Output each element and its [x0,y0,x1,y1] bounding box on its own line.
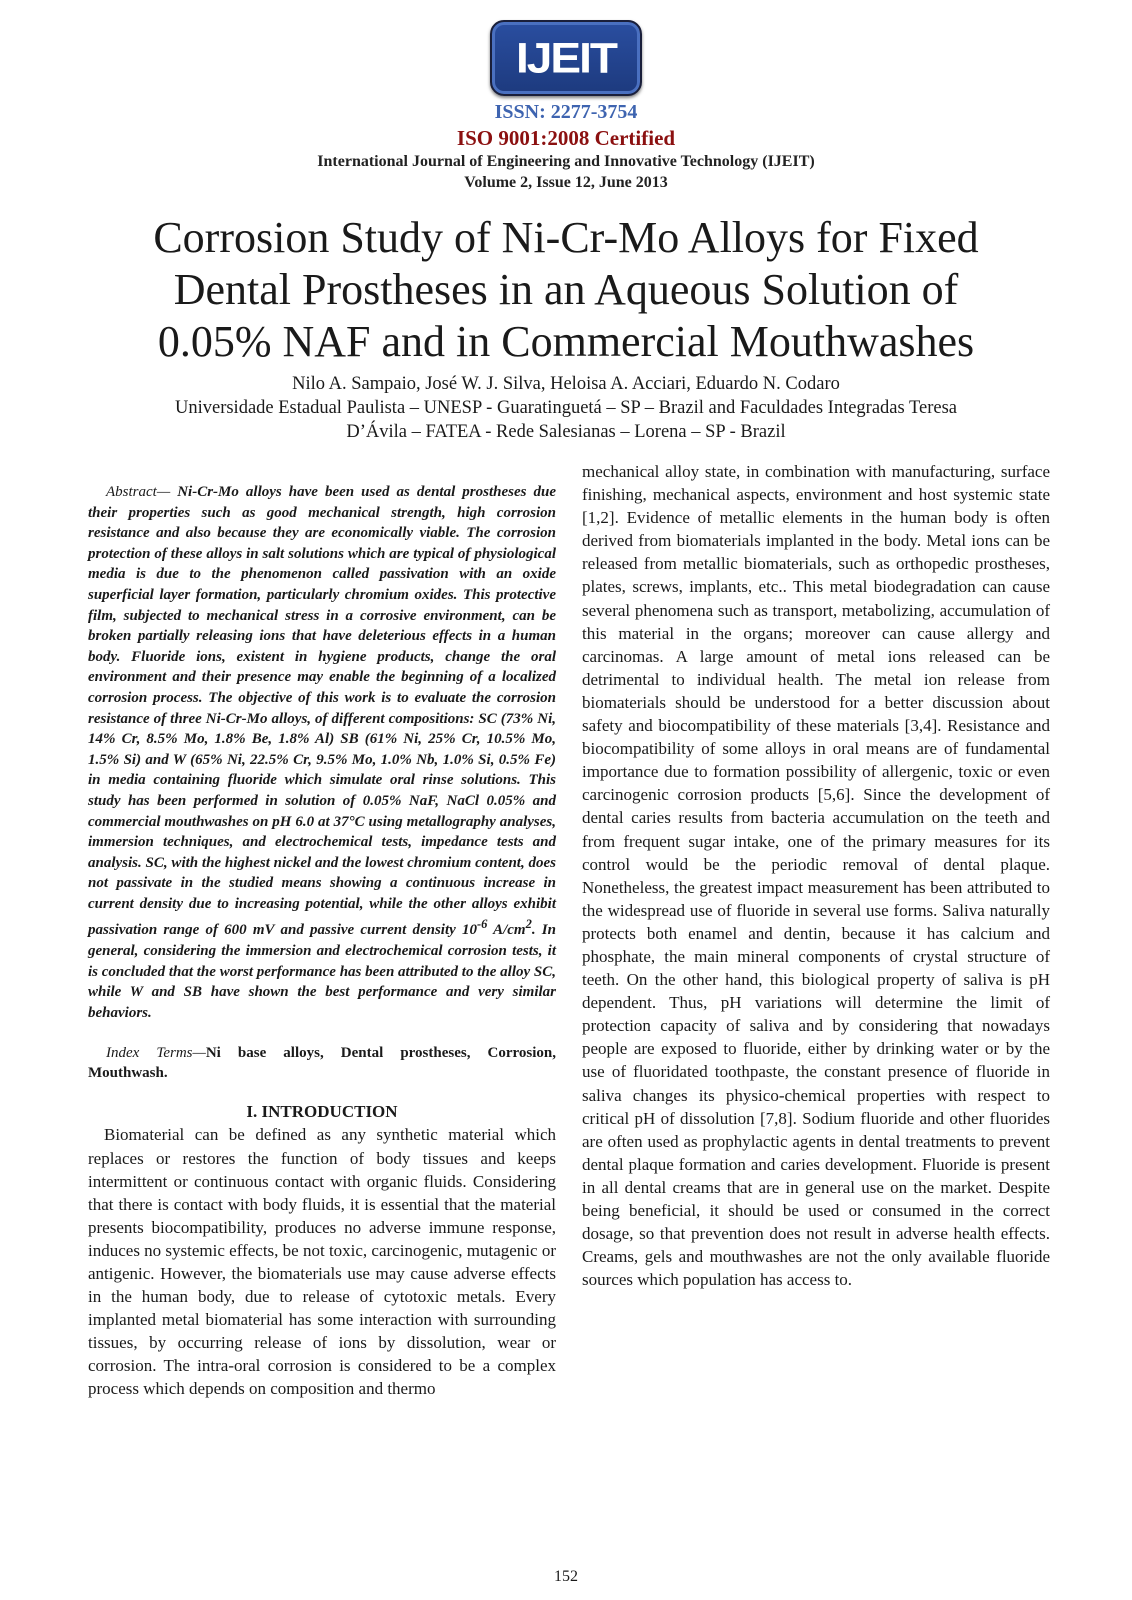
section-heading-introduction: I. INTRODUCTION [246,1102,398,1122]
volume-issue: Volume 2, Issue 12, June 2013 [464,174,668,191]
iso-certification: ISO 9001:2008 Certified [456,126,676,150]
ijeit-logo [490,20,642,96]
abstract-text: Ni-Cr-Mo alloys have been used as dental prostheses due their properties such as good mechanical strength, high corrosion resistance and also because they are economically viable. The corrosion protection of these alloys in salt solutions which are typical of physiological media is due to the phenomenon called passivation with an oxide superficial layer formation, particularly chromium oxides. This protective film, subjected to mechanical stress in a corrosive environment, can be broken partially releasing ions that have deleterious effects in a human body. Fluoride ions, existent in hygiene products, change the oral environment and their presence may enable the beginning of a localized corrosion process. The objective of this work is to evaluate the corrosion resistance of three Ni-Cr-Mo alloys, of different compositions: SC (73% Ni, 14% Cr, 8.5% Mo, 1.8% Be, 1.8% Al) SB (61% Ni, 25% Cr, 10.5% Mo, 1.5% Si) and W (65% Ni, 22.5% Cr, 9.5% Mo, 1.0% Nb, 1.0% Si, 0.5% Fe) in media containing fluoride which simulate oral rinse solutions. This study has been performed in solution of 0.05% NaF, NaCl 0.05% and commercial mouthwashes on pH 6.0 at 37°C using metallography analyses, immersion techniques, and electrochemical tests, impedance tests and analysis. SC, with the highest nickel and the lowest chromium content, does not passivate in the studied means showing a continuous increase in current density due to increasing potential, while the other alloys exhibit passivation range of 600 mV and passive current density 10 [88,484,556,939]
introduction-paragraph-continued: mechanical alloy state, in combination with manufacturing, surface finishing, mechanical aspects, environment and host systemic state [1,2]. Evidence of metallic elements in the human body is often derived from biomaterials implanted in the body. Metal ions can be released from metallic biomaterials, such as orthopedic prostheses, plates, screws, implants, etc.. This metal biodegradation can cause several phenomena such as transport, metabolizing, accumulation of this material in the organs; moreover can cause allergy and carcinomas. A large amount of metal ions released can be detrimental to individual health. The metal ion release from biomaterials should be understood for a better discussion about safety and biocompatibility of these materials [3,4]. Resistance and biocompatibility of some alloys in oral means are of fundamental importance due to formation possibility of allergenic, toxic or even carcinogenic corrosion products [5,6]. Since the development of dental caries results from bacteria accumulation on the teeth and from frequent sugar intake, one of the primary measures for its control would be the periodic removal of dental plaque. Nonetheless, the greatest impact measurement has been attributed to the widespread use of fluoride in several use forms. Saliva naturally protects both enamel and dentin, because it has calcium and phosphate, the main mineral components of crystal structure of teeth. On the other hand, this biological property of saliva is pH dependent. Thus, pH variations will determine the limit of protection capacity of saliva and by considering that nowadays people are exposed to fluoride, either by drinking water or by the use of fluoridated toothpaste, the constant presence of fluoride in saliva changes its physico-chemical properties with respect to critical pH of dissolution [7,8]. Sodium fluoride and other fluorides are often used as prophylactic agents in dental treatments to prevent dental plaque formation and caries development. Fluoride is present in all dental creams that are in general use on the market. Despite being beneficial, it should be used or consumed in the correct dosage, so that prevention does not result in adverse health effects. Creams, gels and mouthwashes are not the only available fluoride sources which population has access to. [582,462,1050,1290]
left-column [88,470,556,1401]
issn: ISSN: 2277-3754 [494,101,638,123]
paper-title: Corrosion Study of Ni-Cr-Mo Alloys for Fixed Dental Prostheses in an Aqueous Solution of 0.05% NAF and in Commercial Mouthwashes [153,213,979,366]
index-terms-text: Ni base alloys, Dental prostheses, Corrosion, Mouthwash. [88,1045,557,1082]
journal-masthead [0,20,1132,194]
title-block [0,212,1132,444]
page-number: 152 [554,1568,578,1585]
logo-text: IJEIT [516,34,616,82]
introduction-paragraph: Biomaterial can be defined as any synthetic material which replaces or restores the function of body tissues and keeps intermittent or continuous contact with organic fluids. Considering that there is contact with body fluids, it is essential that the material presents biocompatibility, produces no adverse immune response, induces no systemic effects, be not toxic, carcinogenic, mutagenic or antigenic. However, the biomaterials use may cause adverse effects in the human body, due to release of cytotoxic metals. Every implanted metal biomaterial has some interaction with surrounding tissues, by occurring release of ions by dissolution, wear or corrosion. The intra-oral corrosion is considered to be a complex process which depends on composition and thermo [88,1125,556,1399]
journal-name: International Journal of Engineering and Innovative Technology (IJEIT) [317,153,815,170]
author-list: Nilo A. Sampaio, José W. J. Silva, Heloisa A. Acciari, Eduardo N. Codaro [292,374,840,394]
abstract-text: A/cm [487,922,526,939]
abstract-label: Abstract— [106,484,171,500]
index-terms-label: Index Terms— [106,1045,206,1062]
affiliation: Universidade Estadual Paulista – UNESP - Guaratinguetá – SP – Brazil and Faculdades Integradas Teresa D’Ávila – FATEA - Rede Salesianas – Lorena – SP - Brazil [174,398,957,442]
abstract-exponent: -6 [477,917,488,932]
right-column [582,460,1050,1291]
abstract [88,482,556,1023]
abstract-exponent: 2 [525,917,532,932]
abstract-text: . In general, considering the immersion and electrochemical corrosion tests, it is concluded that the worst performance has been attributed to the alloy SC, while W and SB have shown the best performance and very similar behaviors. [88,922,556,1021]
index-terms [88,1043,556,1083]
